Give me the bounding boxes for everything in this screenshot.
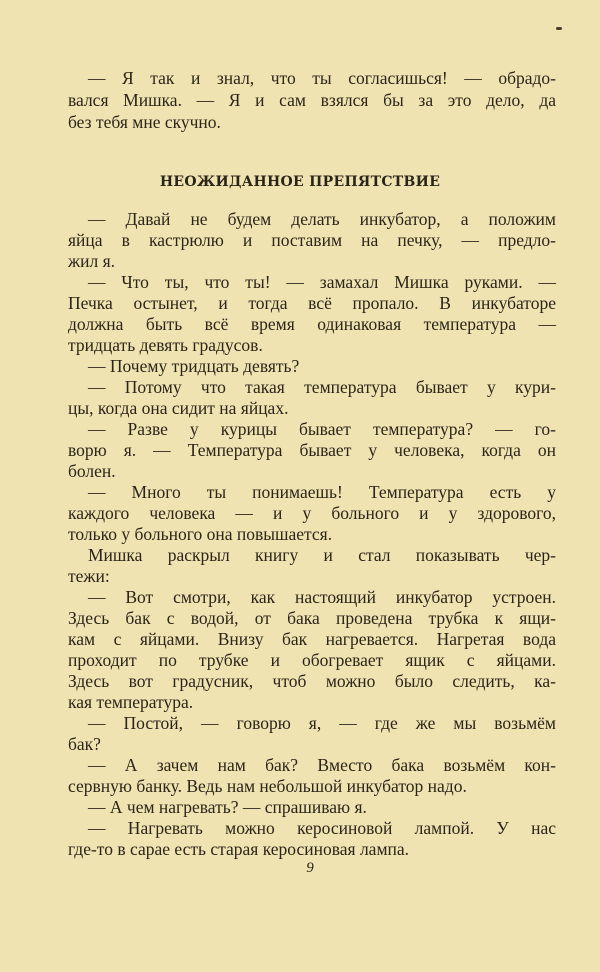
text-line: где-то в сарае есть старая керосиновая лампа. — [68, 839, 410, 859]
paragraph — [68, 419, 556, 482]
scan-speck — [556, 27, 562, 30]
text-line: — Потому что такая температура бывает у кури- — [88, 377, 556, 397]
text-line: сервную банку. Ведь нам небольшой инкубатор надо. — [68, 776, 467, 796]
paragraph — [68, 356, 556, 377]
chapter-heading: НЕОЖИДАННОЕ ПРЕПЯТСТВИЕ — [159, 174, 441, 190]
paragraph — [68, 67, 556, 133]
text-line: Здесь вот градусник, чтоб можно было следить, ка- — [68, 671, 556, 691]
text-line: только у больного она повышается. — [68, 524, 333, 544]
text-line: — Давай не будем делать инкубатор, а положим — [88, 209, 556, 229]
text-line: болен. — [68, 461, 116, 481]
text-line: — Много ты понимаешь! Температура есть у — [88, 482, 556, 502]
paragraph — [68, 755, 556, 797]
paragraph — [68, 545, 556, 587]
paragraph — [68, 272, 556, 356]
text-line: цы, когда она сидит на яйцах. — [68, 398, 289, 418]
text-line: — Постой, — говорю я, — где же мы возьмём — [88, 713, 556, 733]
text-line: должна быть всё время одинаковая температура — — [68, 314, 556, 334]
text-line: кая температура. — [68, 692, 194, 712]
text-line: — Почему тридцать девять? — [88, 356, 300, 376]
paragraph — [68, 713, 556, 755]
text-line: Здесь бак с водой, от бака проведена трубка к ящи- — [68, 608, 556, 628]
page-number: 9 — [306, 860, 314, 876]
text-line: бак? — [68, 734, 101, 754]
text-line: проходит по трубке и обогревает ящик с яйцами. — [68, 650, 556, 670]
text-line: без тебя мне скучно. — [68, 112, 221, 132]
text-line: — А чем нагревать? — спрашиваю я. — [88, 797, 367, 817]
text-line: кам с яйцами. Внизу бак нагревается. Нагретая вода — [68, 629, 556, 649]
paragraph — [68, 377, 556, 419]
text-line: ворю я. — Температура бывает у человека, когда он — [68, 440, 556, 460]
paragraph — [68, 482, 556, 545]
text-line: вался Мишка. — Я и сам взялся бы за это дело, да — [68, 90, 556, 110]
top-text — [68, 67, 556, 133]
text-line: тежи: — [68, 566, 110, 586]
text-line: — Разве у курицы бывает температура? — го- — [88, 419, 556, 439]
text-line: Мишка раскрыл книгу и стал показывать чер- — [88, 545, 556, 565]
paragraph — [68, 587, 556, 713]
text-line: Печка остынет, и тогда всё пропало. В инкубаторе — [68, 293, 556, 313]
text-line: каждого человека — и у больного и у здорового, — [68, 503, 556, 523]
paragraph — [68, 818, 556, 860]
text-line: — Я так и знал, что ты согласишься! — обрадо- — [88, 68, 556, 88]
body-text — [68, 209, 556, 860]
text-line: — Что ты, что ты! — замахал Мишка руками. — — [88, 272, 556, 292]
paragraph — [68, 209, 556, 272]
paragraph — [68, 797, 556, 818]
text-line: яйца в кастрюлю и поставим на печку, — предло- — [68, 230, 556, 250]
text-line: — Вот смотри, как настоящий инкубатор устроен. — [88, 587, 556, 607]
text-line: жил я. — [68, 251, 115, 271]
text-line: тридцать девять градусов. — [68, 335, 263, 355]
text-line: — А зачем нам бак? Вместо бака возьмём кон- — [88, 755, 556, 775]
text-line: — Нагревать можно керосиновой лампой. У нас — [88, 818, 556, 838]
